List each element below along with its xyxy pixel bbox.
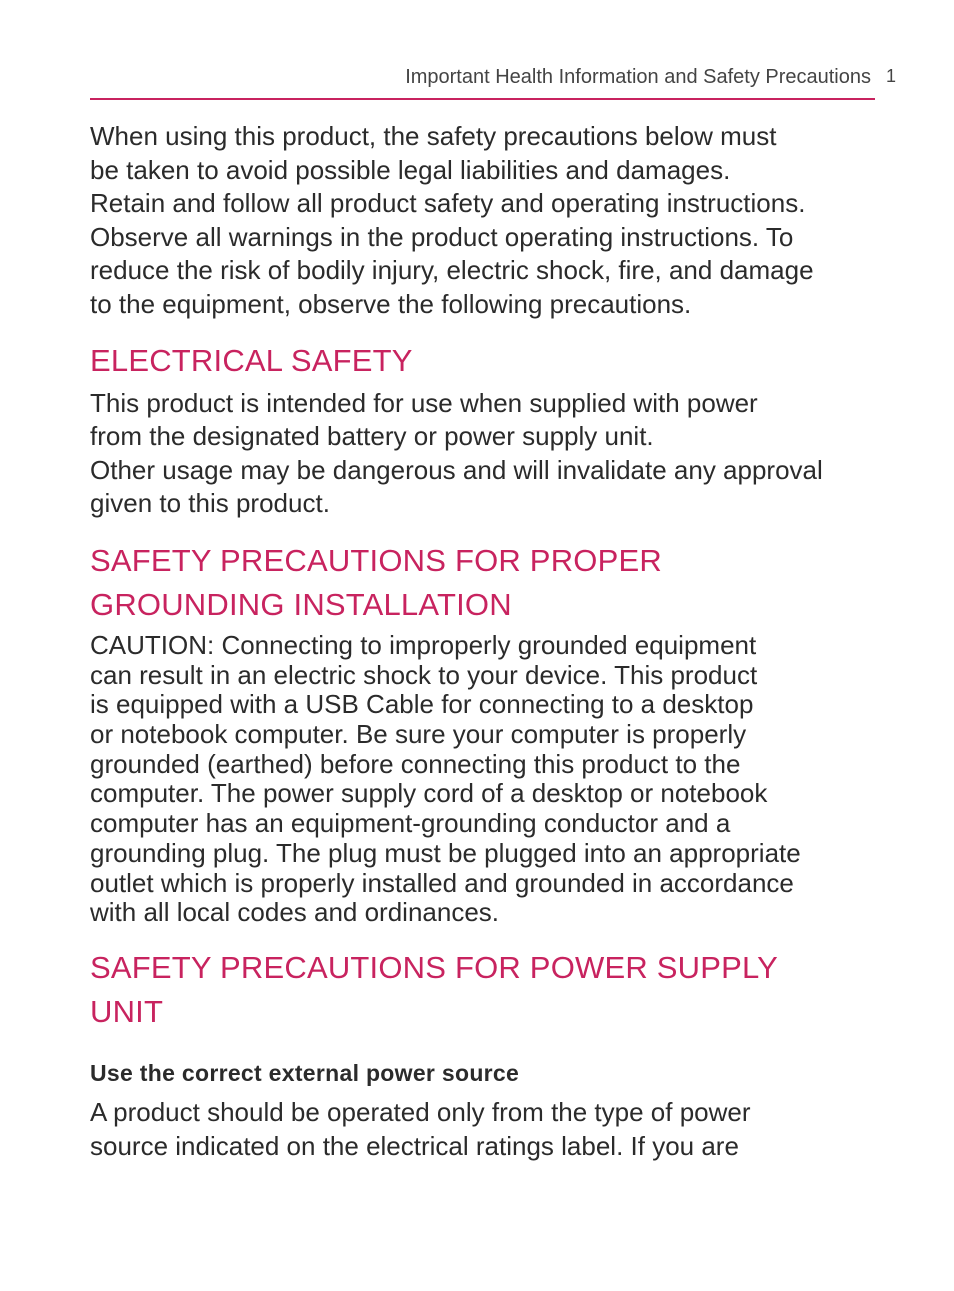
text-line: Other usage may be dangerous and will invalidate any approval (90, 454, 823, 485)
page-content (90, 120, 880, 1163)
text-line: grounded (earthed) before connecting this product to the (90, 748, 741, 779)
text-line: This product is intended for use when supplied with power (90, 387, 758, 418)
grounding-heading (90, 539, 880, 627)
power-source-subheading: Use the correct external power source (90, 1059, 520, 1086)
page-number: 1 (886, 66, 897, 86)
text-line: be taken to avoid possible legal liabilities and damages. (90, 154, 731, 185)
electrical-safety-paragraph (90, 387, 880, 521)
text-line: source indicated on the electrical ratings label. If you are (90, 1130, 739, 1161)
text-line: reduce the risk of bodily injury, electric shock, fire, and damage (90, 255, 814, 286)
electrical-safety-heading: ELECTRICAL SAFETY (90, 342, 413, 378)
running-header (90, 62, 875, 100)
text-line: A product should be operated only from the type of power (90, 1096, 751, 1127)
text-line: with all local codes and ordinances. (90, 897, 500, 928)
text-line: Retain and follow all product safety and operating instructions. (90, 188, 806, 219)
text-line: When using this product, the safety precautions below must (90, 121, 777, 151)
text-line: outlet which is properly installed and grounded in accordance (90, 867, 794, 898)
power-supply-heading (90, 946, 880, 1034)
text-line: CAUTION: Connecting to improperly grounded equipment (90, 629, 757, 660)
text-line: computer has an equipment-grounding conductor and a (90, 808, 731, 839)
text-line: is equipped with a USB Cable for connecting to a desktop (90, 689, 754, 720)
text-line: given to this product. (90, 488, 330, 519)
text-line: to the equipment, observe the following precautions. (90, 288, 692, 319)
header-title: Important Health Information and Safety Precautions (405, 66, 871, 88)
text-line: or notebook computer. Be sure your computer is properly (90, 719, 747, 750)
text-line: can result in an electric shock to your device. This product (90, 659, 758, 690)
text-line: computer. The power supply cord of a desktop or notebook (90, 778, 768, 809)
heading-line: GROUNDING INSTALLATION (90, 586, 512, 622)
heading-line: UNIT (90, 993, 164, 1029)
text-line: from the designated battery or power supply unit. (90, 421, 654, 452)
intro-paragraph (90, 120, 880, 322)
power-supply-paragraph (90, 1096, 880, 1163)
text-line: grounding plug. The plug must be plugged into an appropriate (90, 837, 801, 868)
heading-line: SAFETY PRECAUTIONS FOR POWER SUPPLY (90, 949, 778, 985)
grounding-paragraph (90, 631, 880, 928)
text-line: Observe all warnings in the product operating instructions. To (90, 221, 794, 252)
heading-line: SAFETY PRECAUTIONS FOR PROPER (90, 542, 662, 578)
